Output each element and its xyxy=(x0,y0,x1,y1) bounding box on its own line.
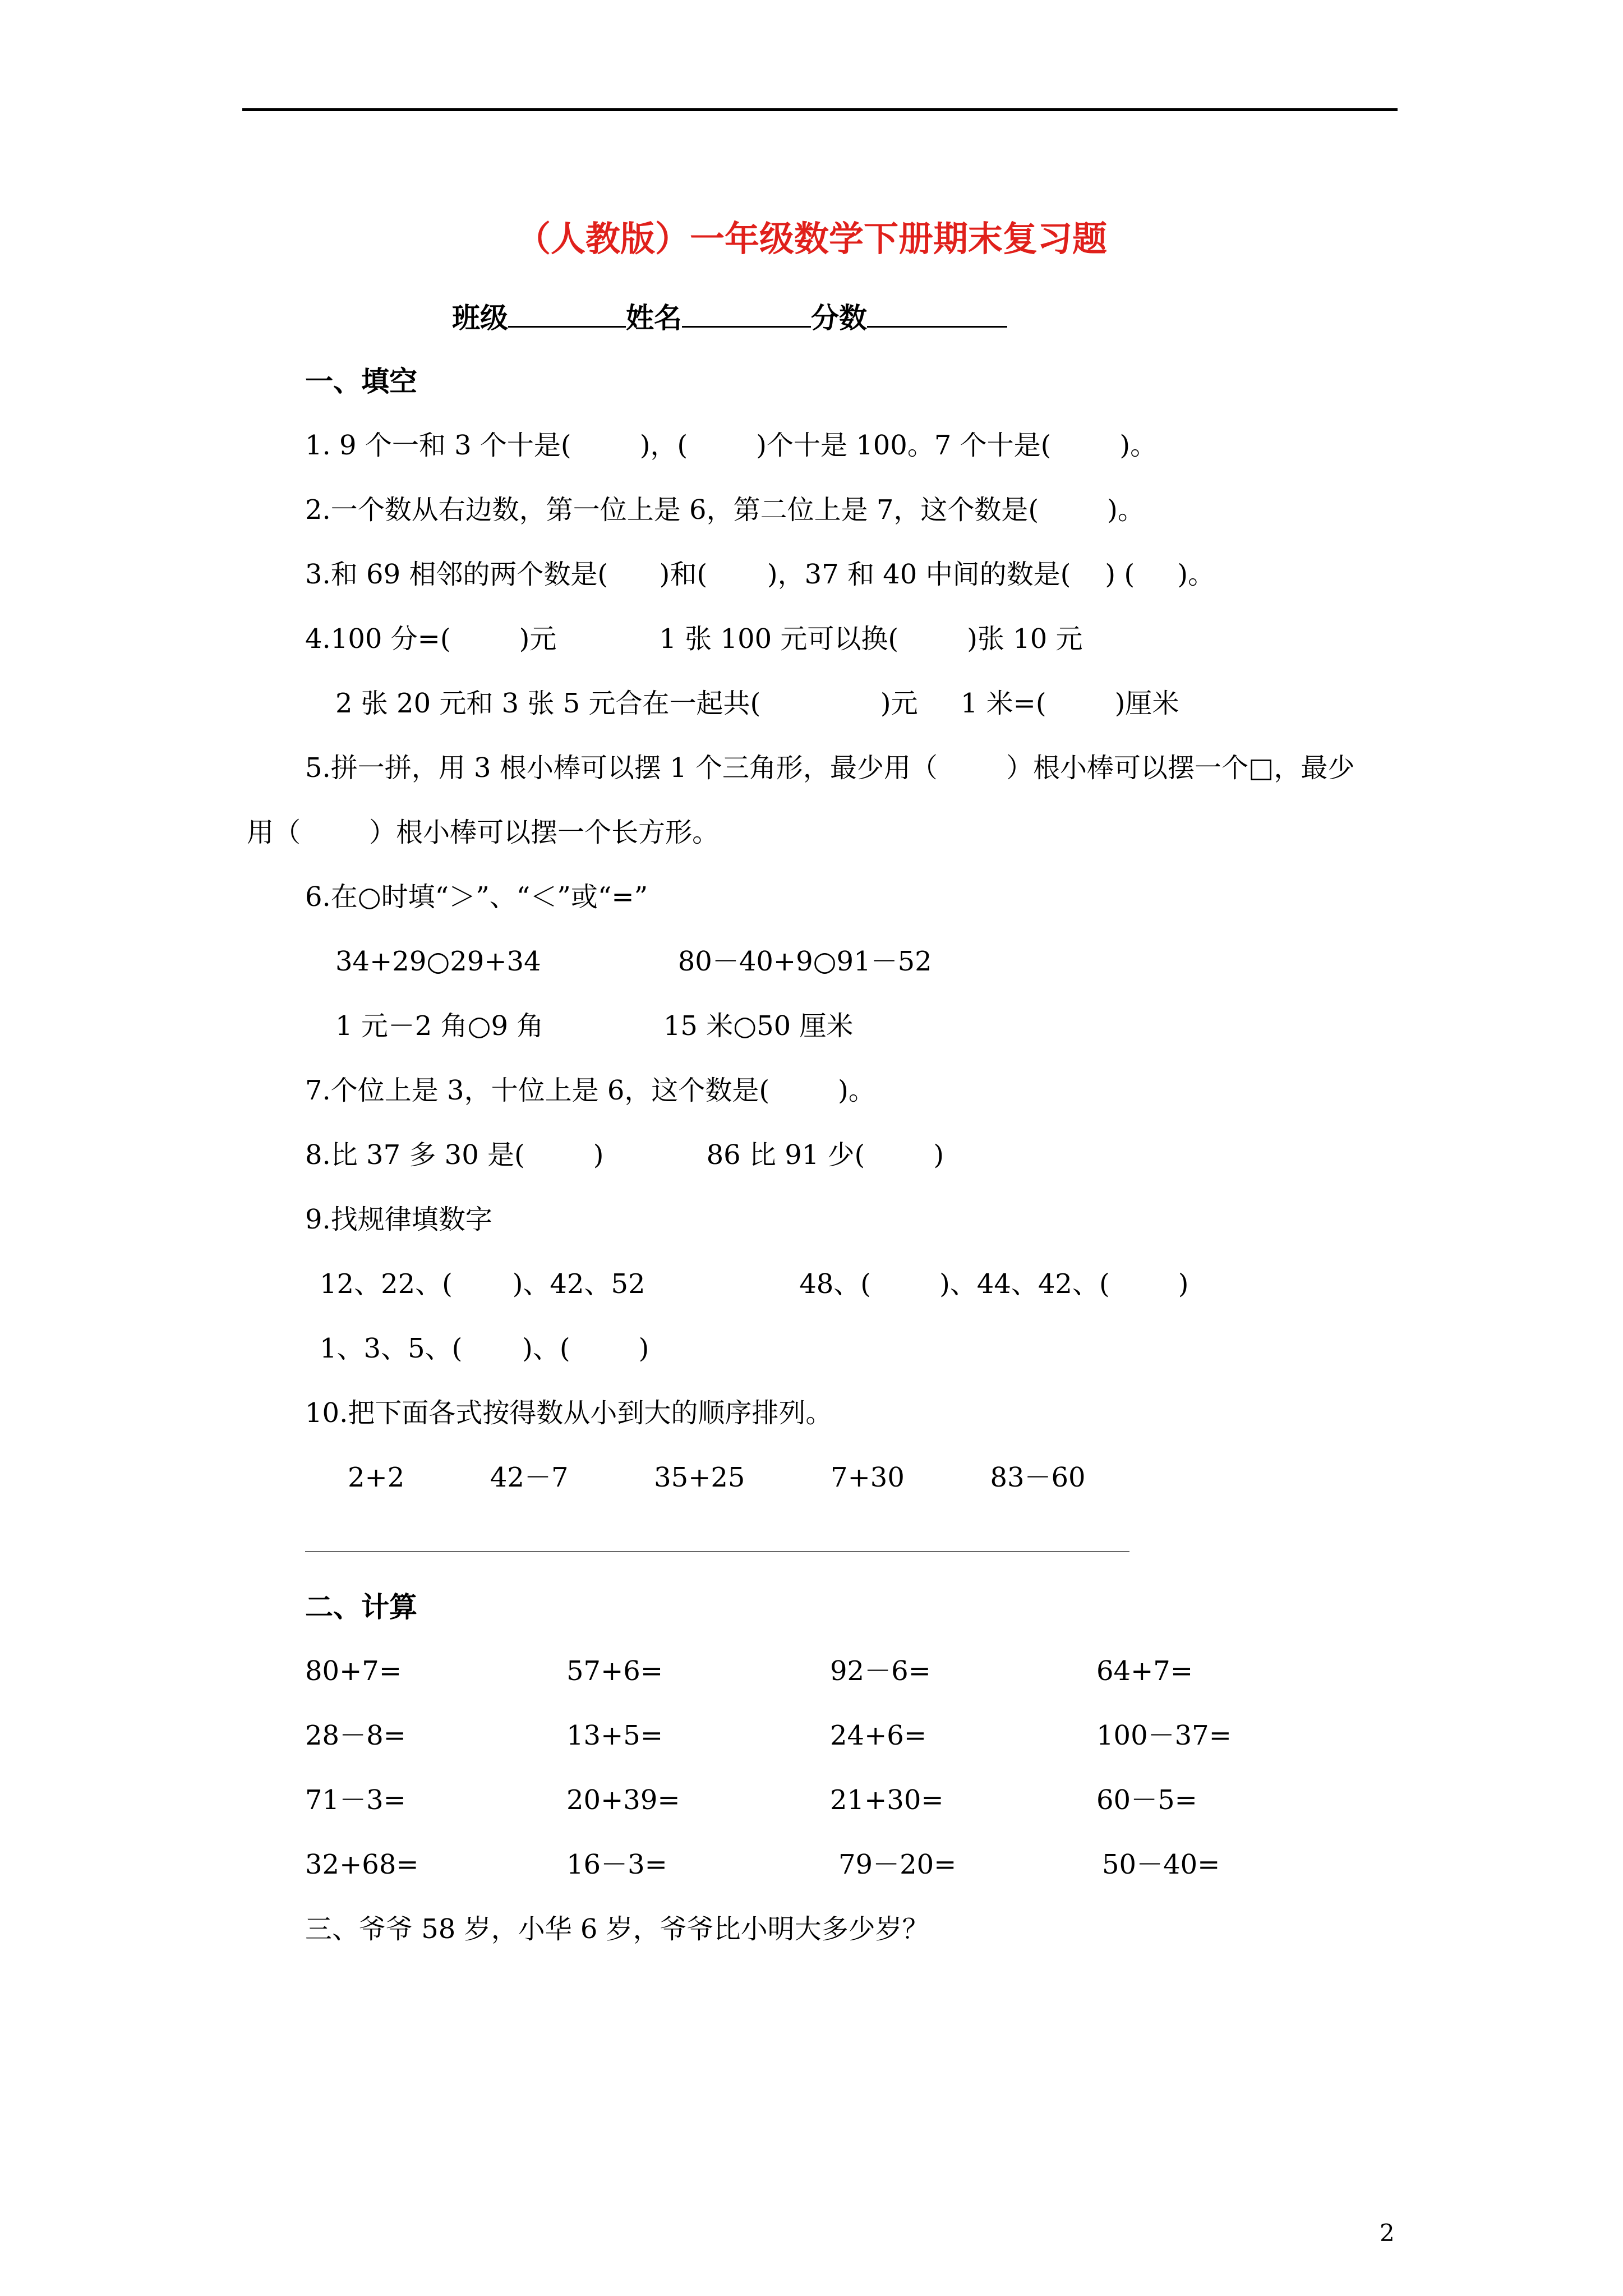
question-line: 7.个位上是 3，十位上是 6，这个数是( )。 xyxy=(305,1075,875,1106)
question-line: 34+29○29+34 80－40+9○91－52 xyxy=(335,946,932,977)
calc-item: 20+39= xyxy=(566,1784,680,1816)
score-label: 分数 xyxy=(811,301,867,334)
section-divider xyxy=(305,1551,1129,1552)
calc-item: 100－37= xyxy=(1096,1720,1232,1751)
question-line: 1 元－2 角○9 角 15 米○50 厘米 xyxy=(335,1010,854,1042)
calc-item: 80+7= xyxy=(305,1655,402,1687)
question-line: 8.比 37 多 30 是( ) 86 比 91 少( ) xyxy=(305,1139,944,1171)
calc-item: 50－40= xyxy=(1102,1849,1220,1880)
word-problem: 三、爷爷 58 岁，小华 6 岁，爷爷比小明大多少岁？ xyxy=(305,1913,929,1945)
class-label: 班级 xyxy=(452,301,508,334)
question-line: 1. 9 个一和 3 个十是( )，( )个十是 100。7 个十是( )。 xyxy=(305,430,1158,461)
calc-item: 21+30= xyxy=(830,1784,944,1816)
name-label: 姓名 xyxy=(626,301,682,334)
calc-item: 79－20= xyxy=(838,1849,957,1880)
page-number: 2 xyxy=(1380,2219,1395,2247)
name-blank[interactable] xyxy=(682,301,811,328)
calc-item: 13+5= xyxy=(566,1720,663,1751)
calc-item: 24+6= xyxy=(830,1720,927,1751)
question-line: 3.和 69 相邻的两个数是( )和( )，37 和 40 中间的数是( ) ( )。 xyxy=(305,559,1215,590)
question-line: 9.找规律填数字 xyxy=(305,1204,492,1235)
calc-item: 64+7= xyxy=(1096,1655,1193,1687)
question-line: 4.100 分=( )元 1 张 100 元可以换( )张 10 元 xyxy=(305,623,1083,655)
section2-heading: 二、计算 xyxy=(305,1590,417,1623)
question-line: 12、22、( )、42、52 48、( )、44、42、( ) xyxy=(320,1268,1189,1300)
question-line: 10.把下面各式按得数从小到大的顺序排列。 xyxy=(305,1397,833,1429)
calc-item: 60－5= xyxy=(1096,1784,1197,1816)
calc-item: 28－8= xyxy=(305,1720,406,1751)
question-line: 2.一个数从右边数，第一位上是 6，第二位上是 7，这个数是( )。 xyxy=(305,494,1145,526)
section1-heading: 一、填空 xyxy=(305,365,417,398)
calc-item: 71－3= xyxy=(305,1784,406,1816)
question-line: 用（ ）根小棒可以摆一个长方形。 xyxy=(247,817,720,848)
header-rule xyxy=(242,108,1398,111)
document-title: （人教版）一年级数学下册期末复习题 xyxy=(515,218,1107,259)
score-blank[interactable] xyxy=(867,301,1007,328)
question-line: 2 张 20 元和 3 张 5 元合在一起共( )元 1 米=( )厘米 xyxy=(335,688,1179,719)
calc-item: 32+68= xyxy=(305,1849,419,1880)
calc-item: 16－3= xyxy=(566,1849,667,1880)
calc-item: 92－6= xyxy=(830,1655,931,1687)
class-blank[interactable] xyxy=(508,301,626,328)
question-line: 2+2 42－7 35+25 7+30 83－60 xyxy=(348,1462,1086,1493)
question-line: 1、3、5、( )、( ) xyxy=(320,1333,649,1364)
question-line: 5.拼一拼，用 3 根小棒可以摆 1 个三角形，最少用（ ）根小棒可以摆一个□，最少 xyxy=(305,752,1355,784)
calc-item: 57+6= xyxy=(566,1655,663,1687)
student-info-line xyxy=(452,301,1007,332)
question-line: 6.在○时填“＞”、“＜”或“=” xyxy=(305,881,648,913)
